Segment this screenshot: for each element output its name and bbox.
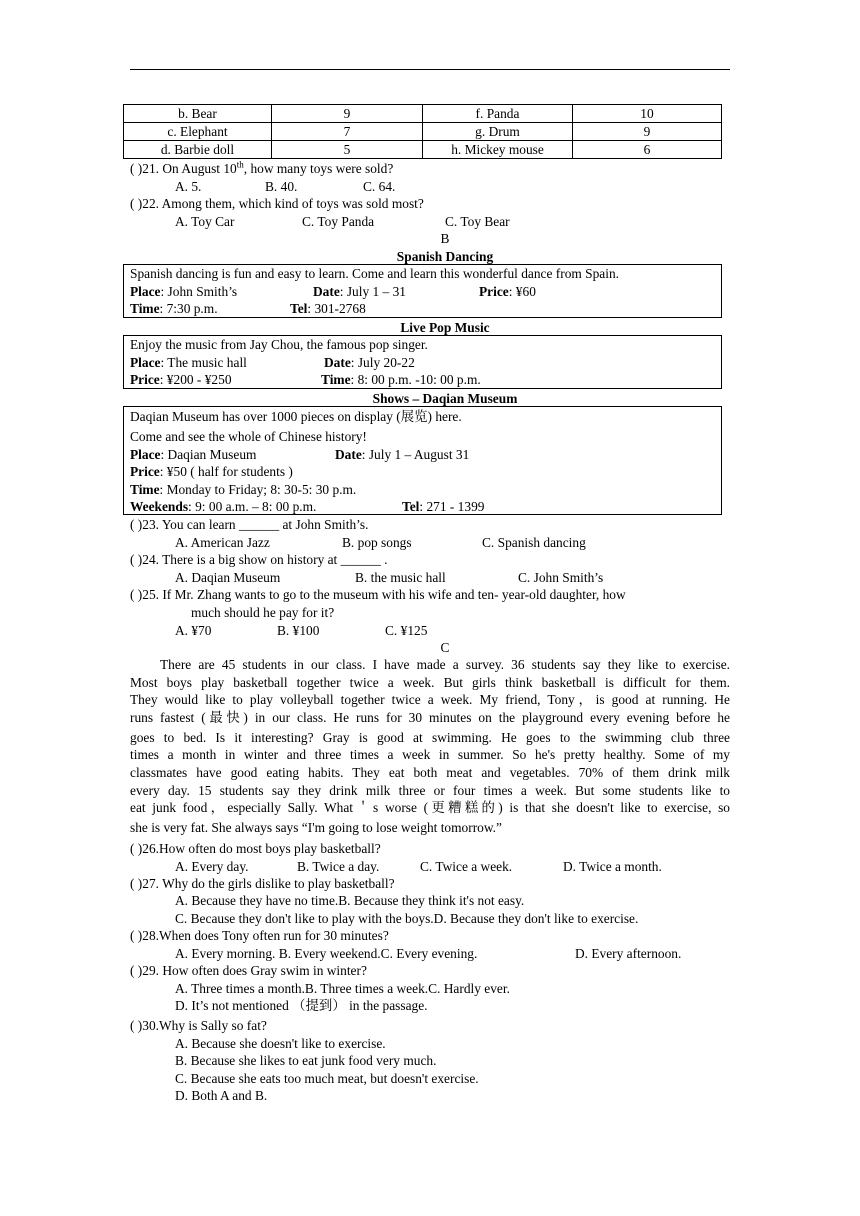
passage-line: There are 45 students in our class. I have made a survey. 36 students say they like to exercise. [160,657,730,672]
ad-price: Price: ¥50 ( half for students ) [130,464,293,479]
q26-option-c[interactable]: C. Twice a week. [420,859,513,874]
passage-line: They would like to play volleyball together twice a week. My friend, Tony，is good at running. He [130,692,730,708]
table-cell: c. Elephant [124,123,272,141]
ad-date: Date: July 1 – August 31 [335,447,470,462]
ad-price: Price: ¥200 - ¥250 [130,372,232,387]
q27-options-cd[interactable]: C. Because they don't like to play with the boys.D. Because they don't like to exercise. [175,911,639,926]
passage-line: she is very fat. She always says “I'm going to lose weight tomorrow.” [130,820,502,836]
ad-place: Place: The music hall [130,355,247,370]
q22-option-a[interactable]: A. Toy Car [175,214,235,229]
ad-price: Price: ¥60 [479,284,536,299]
ad-description: Enjoy the music from Jay Chou, the famous pop singer. [130,337,428,352]
table-cell: 7 [272,123,423,141]
ad-spanish-dancing-box [123,264,722,318]
q25-option-c[interactable]: C. ¥125 [385,623,428,638]
table-cell: f. Panda [423,105,573,123]
table-cell: 10 [573,105,722,123]
ad-date: Date: July 20-22 [324,355,415,370]
ad-weekends: Weekends: 9: 00 a.m. – 8: 00 p.m. [130,499,317,514]
table-cell: 6 [573,141,722,159]
q24-option-a[interactable]: A. Daqian Museum [175,570,281,585]
q23-option-b[interactable]: B. pop songs [342,535,412,550]
passage-line: every day. 15 students say they drink milk three or four times a week. But some students like to [130,782,730,798]
q21-option-c[interactable]: C. 64. [363,179,396,194]
q28-option-d[interactable]: D. Every afternoon. [575,946,682,961]
ad-time: Time: 7:30 p.m. [130,301,218,316]
q26-option-a[interactable]: A. Every day. [175,859,249,874]
question-25-cont: much should he pay for it? [191,605,335,620]
table-cell: h. Mickey mouse [423,141,573,159]
table-row [124,123,722,141]
section-b-heading: B [440,231,450,246]
table-row [124,141,722,159]
q28-options-abc[interactable]: A. Every morning. B. Every weekend.C. Every evening. [175,946,478,961]
q30-option-c[interactable]: C. Because she eats too much meat, but doesn't exercise. [175,1071,479,1086]
question-23: ( )23. You can learn ______ at John Smith’s. [130,517,369,532]
table-cell: b. Bear [124,105,272,123]
question-27: ( )27. Why do the girls dislike to play basketball? [130,876,395,891]
ad-museum-box [123,406,722,515]
q26-option-b[interactable]: B. Twice a day. [297,859,380,874]
ad-spanish-dancing-title: Spanish Dancing [396,249,494,264]
table-row [124,105,722,123]
passage-line: eat junk food，especially Sally. What＇s worse (更糟糕的) is that she doesn't like to exercise, so [130,800,730,816]
ad-description: Daqian Museum has over 1000 pieces on display (展览) here. [130,409,462,424]
q30-option-d[interactable]: D. Both A and B. [175,1088,268,1103]
ad-description: Spanish dancing is fun and easy to learn. Come and learn this wonderful dance from Spain. [130,266,620,281]
passage-line: times a month in winter and three times a week in summer. So he's pretty healthy. Some of my [130,747,730,763]
q21-option-a[interactable]: A. 5. [175,179,202,194]
q30-option-a[interactable]: A. Because she doesn't like to exercise. [175,1036,386,1051]
toy-sales-table [123,104,722,159]
q21-option-b[interactable]: B. 40. [265,179,298,194]
q25-option-a[interactable]: A. ¥70 [175,623,212,638]
header-rule [130,69,730,70]
q27-options-ab[interactable]: A. Because they have no time.B. Because they think it's not easy. [175,893,525,908]
table-cell: 5 [272,141,423,159]
ad-place: Place: John Smith’s [130,284,238,299]
q29-options-abc[interactable]: A. Three times a month.B. Three times a week.C. Hardly ever. [175,981,510,996]
passage-line: goes to bed. Is it interesting? Gray is good at swimming. He goes to the swimming club three [130,729,730,745]
q23-option-a[interactable]: A. American Jazz [175,535,270,550]
q22-option-b[interactable]: C. Toy Panda [302,214,375,229]
table-cell: 9 [272,105,423,123]
question-30: ( )30.Why is Sally so fat? [130,1018,267,1033]
ad-tel: Tel: 301-2768 [290,301,366,316]
ad-time: Time: 8: 00 p.m. -10: 00 p.m. [321,372,481,387]
passage-line: runs fastest (最快) in our class. He runs for 30 minutes on the playground every evening before he [130,709,730,725]
q29-option-d[interactable]: D. It’s not mentioned （提到） in the passage. [175,998,428,1013]
passage-line: classmates have good eating habits. They eat both meat and vegetables. 70% of them drink milk [130,764,730,780]
ad-description-2: Come and see the whole of Chinese history! [130,429,367,444]
q24-option-c[interactable]: C. John Smith’s [518,570,604,585]
ad-live-pop-title: Live Pop Music [400,320,490,335]
q22-option-c[interactable]: C. Toy Bear [445,214,510,229]
ad-place: Place: Daqian Museum [130,447,257,462]
ad-date: Date: July 1 – 31 [313,284,406,299]
q30-option-b[interactable]: B. Because she likes to eat junk food very much. [175,1053,437,1068]
question-22: ( )22. Among them, which kind of toys was sold most? [130,196,424,211]
question-29: ( )29. How often does Gray swim in winter? [130,963,367,978]
ad-live-pop-box [123,335,722,389]
table-cell: d. Barbie doll [124,141,272,159]
q23-option-c[interactable]: C. Spanish dancing [482,535,586,550]
ad-tel: Tel: 271 - 1399 [402,499,485,514]
ad-museum-title: Shows – Daqian Museum [372,391,518,406]
q26-option-d[interactable]: D. Twice a month. [563,859,662,874]
q25-option-b[interactable]: B. ¥100 [277,623,320,638]
passage-line: Most boys play basketball together twice a week. But girls think basketball is difficult for them. [130,674,730,690]
question-28: ( )28.When does Tony often run for 30 minutes? [130,928,389,943]
question-24: ( )24. There is a big show on history at ______ . [130,552,388,567]
ad-time: Time: Monday to Friday; 8: 30-5: 30 p.m. [130,482,357,497]
q24-option-b[interactable]: B. the music hall [355,570,446,585]
question-25: ( )25. If Mr. Zhang wants to go to the museum with his wife and ten- year-old daughter, how [130,587,626,602]
table-cell: g. Drum [423,123,573,141]
table-cell: 9 [573,123,722,141]
reading-passage [130,656,730,837]
section-c-heading: C [440,640,450,655]
question-26: ( )26.How often do most boys play basketball? [130,841,381,856]
question-21: ( )21. On August 10th, how many toys were sold? [130,159,394,176]
